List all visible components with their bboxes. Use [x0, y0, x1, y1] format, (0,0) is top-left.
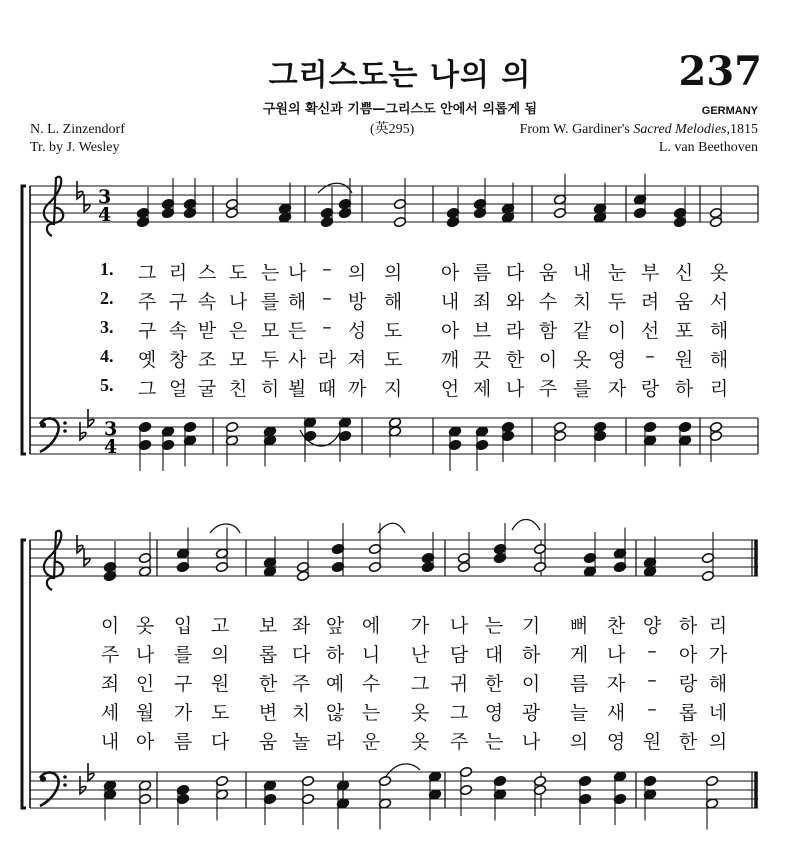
- slur: [318, 183, 352, 193]
- lyric-syllable: –: [647, 640, 657, 662]
- verse-number: 4.: [100, 346, 114, 366]
- lyric-syllable: 난: [410, 644, 430, 666]
- lyric-syllable: 아: [440, 262, 460, 284]
- lyric-syllable: 그: [410, 673, 430, 695]
- lyric-syllable: 에: [361, 615, 381, 637]
- lyric-syllable: 구: [168, 291, 188, 313]
- lyric-syllable: 얼: [168, 378, 188, 400]
- lyric-syllable: 나: [521, 731, 541, 753]
- lyric-syllable: 구: [173, 673, 193, 695]
- slur: [378, 523, 405, 533]
- time-signature-bottom: 4: [98, 204, 112, 226]
- lyric-syllable: 나: [287, 262, 307, 284]
- lyric-syllable: 한: [484, 673, 504, 695]
- lyric-syllable: 나: [606, 644, 626, 666]
- lyric-line: [0, 727, 800, 753]
- lyric-syllable: 옷: [135, 615, 155, 637]
- lyric-line: [0, 611, 800, 637]
- translator-credit: Tr. by J. Wesley: [30, 140, 120, 155]
- lyric-syllable: 라: [317, 349, 337, 371]
- lyric-syllable: 를: [572, 378, 592, 400]
- lyric-syllable: 는: [260, 262, 280, 284]
- hymn-number: 237: [678, 48, 762, 95]
- lyric-syllable: 뻐: [569, 615, 589, 637]
- time-signature-top: 3: [104, 418, 118, 440]
- lyric-syllable: 속: [168, 320, 188, 342]
- lyric-syllable: 도: [383, 349, 403, 371]
- lyric-syllable: 원: [642, 731, 662, 753]
- lyric-syllable: –: [322, 316, 332, 338]
- lyric-syllable: 내: [100, 731, 120, 753]
- lyric-syllable: 앞: [325, 615, 345, 637]
- lyric-syllable: 치: [291, 702, 311, 724]
- flat-sign: [84, 548, 90, 566]
- lyric-syllable: 운: [361, 731, 381, 753]
- time-signature-top: 3: [98, 186, 112, 208]
- lyric-syllable: 자: [607, 378, 627, 400]
- flat-sign: [77, 535, 83, 553]
- lyric-syllable: 이: [538, 349, 558, 371]
- lyric-syllable: 한: [258, 673, 278, 695]
- lyric-syllable: 져: [347, 349, 367, 371]
- lyric-syllable: 롭: [678, 702, 698, 724]
- lyric-syllable: 옷: [572, 349, 592, 371]
- lyric-syllable: 죄: [100, 673, 120, 695]
- lyric-syllable: 두: [260, 349, 280, 371]
- verse-number: 1.: [100, 259, 114, 279]
- lyric-syllable: 해: [383, 291, 403, 313]
- lyric-syllable: 포: [674, 320, 694, 342]
- bass-clef-dot: [63, 429, 67, 433]
- lyric-syllable: 하: [521, 644, 541, 666]
- lyric-syllable: 네: [708, 702, 728, 724]
- lyric-syllable: 와: [505, 291, 525, 313]
- lyric-syllable: 나: [135, 644, 155, 666]
- lyric-syllable: 찬: [606, 615, 626, 637]
- lyric-syllable: 름: [569, 673, 589, 695]
- english-hymn-reference: (英295): [370, 122, 415, 137]
- lyric-syllable: 구: [137, 320, 157, 342]
- lyric-syllable: 옷: [410, 731, 430, 753]
- lyric-syllable: 가: [410, 615, 430, 637]
- lyric-line: [0, 374, 800, 400]
- lyric-syllable: 주: [137, 291, 157, 313]
- lyric-syllable: 방: [347, 291, 367, 313]
- lyric-syllable: –: [645, 345, 655, 367]
- lyric-syllable: 를: [173, 644, 193, 666]
- lyric-syllable: 를: [260, 291, 280, 313]
- lyric-syllable: 같: [572, 320, 592, 342]
- bass-clef-dot: [63, 775, 67, 779]
- lyric-syllable: 부: [640, 262, 660, 284]
- lyric-syllable: –: [647, 669, 657, 691]
- lyric-syllable: 옛: [137, 349, 157, 371]
- composer-credit: L. van Beethoven: [658, 140, 758, 155]
- lyric-syllable: 랑: [640, 378, 660, 400]
- lyric-syllable: 깨: [440, 349, 460, 371]
- slur: [385, 764, 420, 778]
- lyric-syllable: 리: [709, 378, 729, 400]
- lyric-syllable: 아: [135, 731, 155, 753]
- lyric-line: [0, 640, 800, 666]
- lyric-syllable: 대: [484, 644, 504, 666]
- lyric-syllable: 인: [135, 673, 155, 695]
- lyric-syllable: 롭: [258, 644, 278, 666]
- lyric-syllable: 스: [197, 262, 217, 284]
- lyric-line: [0, 316, 800, 342]
- lyric-syllable: 끗: [472, 349, 492, 371]
- lyric-syllable: 가: [173, 702, 193, 724]
- lyric-syllable: 그: [137, 262, 157, 284]
- lyric-syllable: 은: [228, 320, 248, 342]
- lyric-line: [0, 287, 800, 313]
- lyric-syllable: 의: [708, 731, 728, 753]
- lyric-syllable: 수: [538, 291, 558, 313]
- lyric-syllable: 뵐: [287, 378, 307, 400]
- hymn-subtitle: 구원의 확신과 기쁨—그리스도 안에서 의롭게 됨: [262, 102, 538, 117]
- lyric-syllable: 주: [291, 673, 311, 695]
- lyric-syllable: 해: [709, 320, 729, 342]
- lyric-syllable: 까: [347, 378, 367, 400]
- flat-sign: [77, 181, 83, 199]
- lyric-syllable: 의: [347, 262, 367, 284]
- lyric-syllable: 움: [538, 262, 558, 284]
- lyric-syllable: 해: [709, 349, 729, 371]
- lyric-syllable: 변: [258, 702, 278, 724]
- lyric-syllable: 한: [505, 349, 525, 371]
- lyric-syllable: 해: [287, 291, 307, 313]
- bass-clef-dot: [63, 421, 67, 425]
- lyric-syllable: 나: [228, 291, 248, 313]
- lyric-syllable: 양: [642, 615, 662, 637]
- lyric-syllable: 하: [678, 615, 698, 637]
- lyric-syllable: 이: [521, 673, 541, 695]
- lyric-syllable: 놀: [291, 731, 311, 753]
- lyric-syllable: 사: [287, 349, 307, 371]
- lyric-syllable: 치: [572, 291, 592, 313]
- lyric-syllable: 주: [100, 644, 120, 666]
- lyric-syllable: 수: [361, 673, 381, 695]
- lyric-syllable: 좌: [291, 615, 311, 637]
- lyric-syllable: 죄: [472, 291, 492, 313]
- lyric-syllable: 라: [505, 320, 525, 342]
- lyric-syllable: 고: [210, 615, 230, 637]
- lyric-syllable: 움: [674, 291, 694, 313]
- lyric-syllable: 리: [168, 262, 188, 284]
- hymn-title: 그리스도는 나의 의: [268, 58, 532, 93]
- lyric-syllable: 성: [347, 320, 367, 342]
- lyric-line: [0, 345, 800, 371]
- flat-sign: [80, 776, 86, 794]
- lyric-syllable: 모: [228, 349, 248, 371]
- lyric-syllable: 의: [210, 644, 230, 666]
- lyric-syllable: 름: [472, 262, 492, 284]
- bass-clef-dot: [63, 783, 67, 787]
- lyric-syllable: 언: [440, 378, 460, 400]
- lyric-syllable: 다: [291, 644, 311, 666]
- lyric-syllable: 귀: [449, 673, 469, 695]
- lyric-syllable: 때: [317, 378, 337, 400]
- lyric-syllable: 늘: [569, 702, 589, 724]
- lyric-syllable: 그: [137, 378, 157, 400]
- lyric-syllable: 그: [449, 702, 469, 724]
- lyric-syllable: 려: [640, 291, 660, 313]
- slur: [300, 430, 340, 446]
- lyric-syllable: 는: [361, 702, 381, 724]
- lyric-syllable: 지: [383, 378, 403, 400]
- lyric-syllable: –: [647, 698, 657, 720]
- lyric-syllable: 옷: [410, 702, 430, 724]
- lyric-syllable: 기: [521, 615, 541, 637]
- lyric-syllable: 랑: [678, 673, 698, 695]
- lyric-syllable: 름: [173, 731, 193, 753]
- lyric-syllable: 이: [607, 320, 627, 342]
- lyric-syllable: 제: [472, 378, 492, 400]
- source-title: Sacred Melodies,: [633, 122, 730, 137]
- lyric-syllable: 속: [197, 291, 217, 313]
- lyric-syllable: 함: [538, 320, 558, 342]
- lyric-syllable: –: [322, 287, 332, 309]
- lyric-syllable: 나: [449, 615, 469, 637]
- lyric-syllable: 영: [607, 349, 627, 371]
- lyric-syllable: 예: [325, 673, 345, 695]
- lyric-syllable: 보: [258, 615, 278, 637]
- lyric-syllable: 받: [197, 320, 217, 342]
- lyric-syllable: –: [322, 258, 332, 280]
- lyric-syllable: 한: [678, 731, 698, 753]
- lyric-syllable: 자: [606, 673, 626, 695]
- flat-sign: [80, 422, 86, 440]
- lyric-syllable: 옷: [709, 262, 729, 284]
- lyric-syllable: 도: [383, 320, 403, 342]
- lyric-syllable: 세: [100, 702, 120, 724]
- lyric-syllable: 는: [484, 615, 504, 637]
- source-prefix: From W. Gardiner's: [519, 122, 634, 137]
- lyric-syllable: 새: [606, 702, 626, 724]
- lyric-syllable: 브: [472, 320, 492, 342]
- slur: [512, 520, 540, 531]
- lyric-syllable: 는: [484, 731, 504, 753]
- lyric-syllable: 신: [674, 262, 694, 284]
- verse-number: 5.: [100, 375, 114, 395]
- lyric-syllable: 원: [210, 673, 230, 695]
- slur: [210, 524, 240, 533]
- lyric-syllable: 이: [100, 615, 120, 637]
- verse-number: 2.: [100, 288, 114, 308]
- source-year: 1815: [730, 122, 758, 137]
- lyric-syllable: 하: [325, 644, 345, 666]
- lyric-syllable: 가: [708, 644, 728, 666]
- lyric-syllable: 의: [569, 731, 589, 753]
- lyric-syllable: 게: [569, 644, 589, 666]
- lyric-syllable: 아: [440, 320, 460, 342]
- lyric-syllable: 두: [607, 291, 627, 313]
- lyric-syllable: 원: [674, 349, 694, 371]
- lyric-syllable: 창: [168, 349, 188, 371]
- lyric-syllable: 니: [361, 644, 381, 666]
- lyric-syllable: 나: [505, 378, 525, 400]
- lyric-syllable: 친: [228, 378, 248, 400]
- lyric-syllable: 히: [260, 378, 280, 400]
- lyric-syllable: 굴: [197, 378, 217, 400]
- lyric-syllable: 조: [197, 349, 217, 371]
- lyric-syllable: 다: [210, 731, 230, 753]
- lyric-syllable: 도: [210, 702, 230, 724]
- lyric-syllable: 의: [383, 262, 403, 284]
- lyric-syllable: 움: [258, 731, 278, 753]
- lyric-syllable: 월: [135, 702, 155, 724]
- bass-clef-dot: [40, 422, 46, 428]
- lyric-line: [0, 698, 800, 724]
- flat-sign: [84, 194, 90, 212]
- lyric-line: [0, 669, 800, 695]
- lyric-syllable: 주: [538, 378, 558, 400]
- lyric-syllable: 리: [708, 615, 728, 637]
- lyric-syllable: 광: [521, 702, 541, 724]
- tune-name: GERMANY: [701, 105, 758, 117]
- lyric-syllable: 선: [640, 320, 660, 342]
- time-signature-bottom: 4: [104, 436, 118, 458]
- lyric-syllable: 내: [572, 262, 592, 284]
- lyric-syllable: 주: [449, 731, 469, 753]
- verse-number: 3.: [100, 317, 114, 337]
- lyric-syllable: 모: [260, 320, 280, 342]
- lyric-syllable: 해: [708, 673, 728, 695]
- lyric-syllable: 라: [325, 731, 345, 753]
- lyric-syllable: 영: [606, 731, 626, 753]
- author-credit: N. L. Zinzendorf: [30, 122, 125, 137]
- lyric-syllable: 영: [484, 702, 504, 724]
- lyric-syllable: 눈: [607, 262, 627, 284]
- lyric-syllable: 도: [228, 262, 248, 284]
- lyric-syllable: 내: [440, 291, 460, 313]
- lyric-syllable: 서: [709, 291, 729, 313]
- lyric-syllable: 든: [287, 320, 307, 342]
- bass-clef-dot: [40, 776, 46, 782]
- lyric-syllable: 입: [173, 615, 193, 637]
- lyric-syllable: 않: [325, 702, 345, 724]
- lyric-syllable: 아: [678, 644, 698, 666]
- lyric-line: [0, 258, 800, 284]
- lyric-syllable: 담: [449, 644, 469, 666]
- lyric-syllable: 하: [674, 378, 694, 400]
- lyric-syllable: 다: [505, 262, 525, 284]
